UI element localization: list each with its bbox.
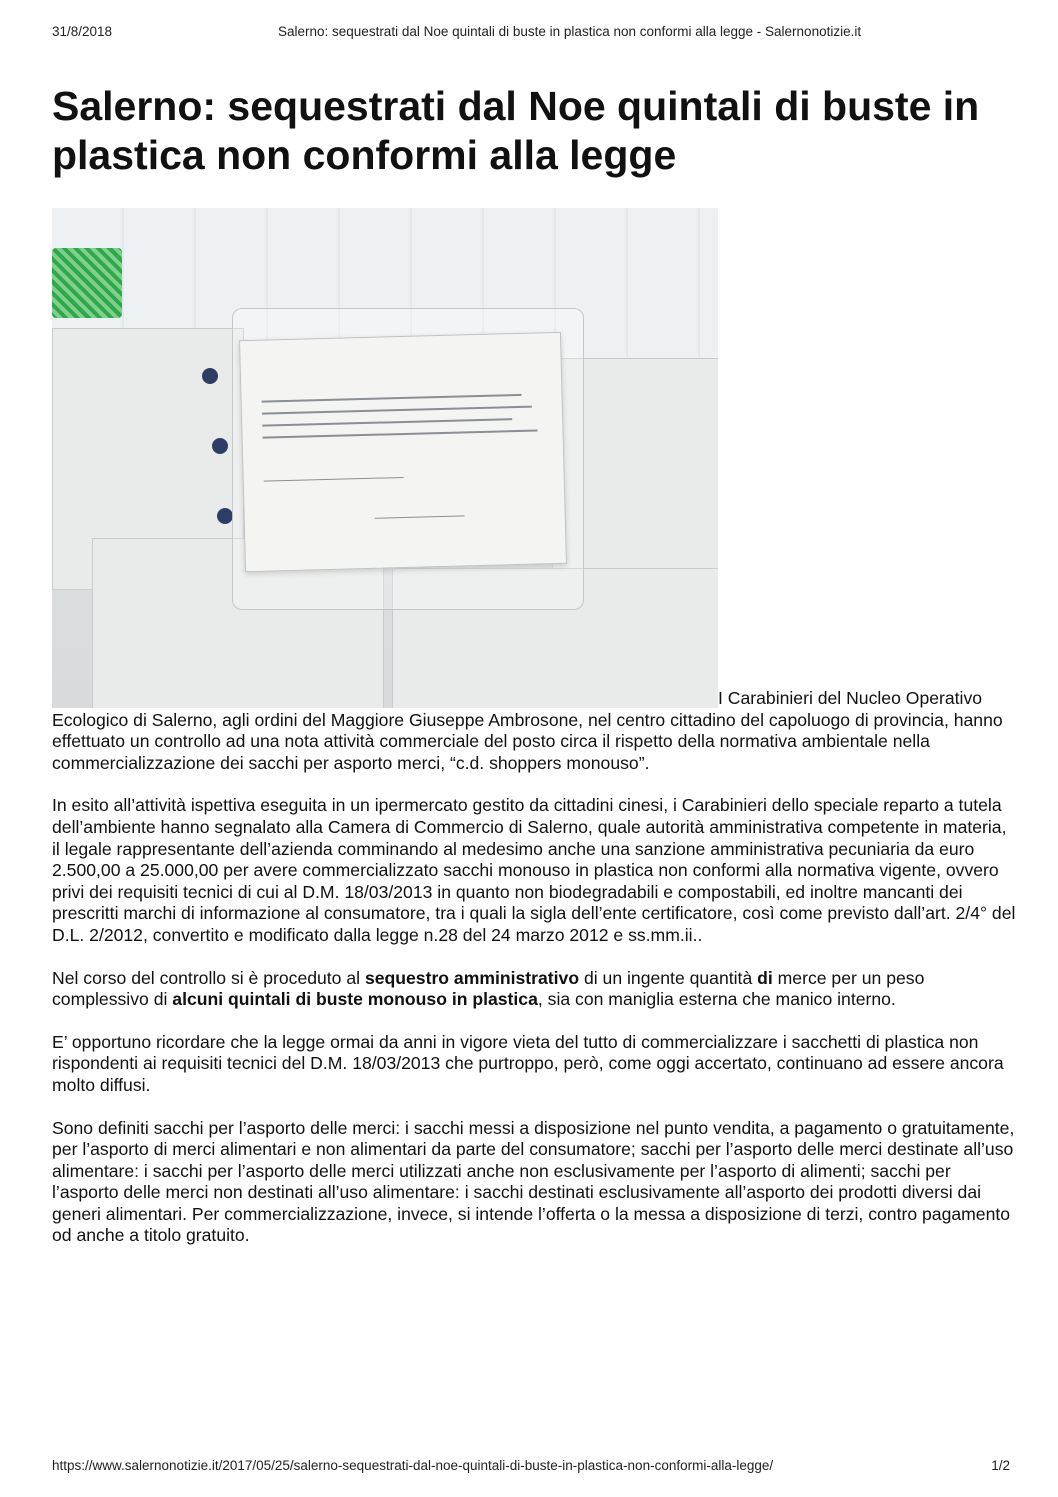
paragraph-1: I Carabinieri del Nucleo Operativo Ecologico di Salerno, agli ordini del Maggiore Giuseppe Ambrosone, nel centro cittadino del capoluogo di provincia, hanno effettuato un controllo ad una nota attività commerciale del posto circa il rispetto della normativa ambientale nella commercializzazione dei sacchi per asporto merci, “c.d. shoppers monouso”. [52, 688, 1003, 773]
page-number: 1/2 [991, 1458, 1010, 1473]
paragraph-3-text: , sia con maniglia esterna che manico interno. [537, 989, 896, 1010]
article-body [52, 208, 1017, 1268]
article-photo [52, 208, 718, 708]
print-date: 31/8/2018 [52, 24, 113, 39]
paragraph-3-text: di un ingente quantità [579, 967, 758, 988]
photo-box-dot [212, 438, 228, 454]
photo-seizure-notice [239, 332, 567, 572]
print-url: https://www.salernonotizie.it/2017/05/25/salerno-sequestrati-dal-noe-quintali-di-buste-in-plastica-non-conformi-alla-legge/ [52, 1458, 774, 1473]
paragraph-5: Sono definiti sacchi per l’asporto delle merci: i sacchi messi a disposizione nel punto vendita, a pagamento o gratuitamente, per l’asporto di merci alimentari e non alimentari da parte del consumatore; sacchi per l’asporto delle merci destinate all’uso alimentare: i sacchi per l’asporto delle merci utilizzati anche non esclusivamente per l’asporto di alimenti; sacchi per l’asporto delle merci non destinati all’uso alimentare: i sacchi destinati esclusivamente all’asporto dei prodotti diversi dai generi alimentari. Per commercializzazione, invece, si intende l’offerta o la messa a disposizione di terzi, contro pagamento od anche a titolo gratuito. [52, 1117, 1015, 1246]
paragraph-3-bold: sequestro amministrativo [364, 967, 580, 988]
paragraph-3-bold: alcuni quintali di buste monouso in plastica [172, 989, 538, 1010]
photo-green-basket [52, 248, 122, 318]
paragraph-3-bold: di [757, 967, 773, 988]
paragraph-3-text: Nel corso del controllo si è proceduto al [52, 967, 365, 988]
photo-box-dot [217, 508, 233, 524]
article-title: Salerno: sequestrati dal Noe quintali di buste in plastica non conformi alla legge [52, 83, 980, 178]
paragraph-2: In esito all’attività ispettiva eseguita in un ipermercato gestito da cittadini cinesi, i Carabinieri dello speciale reparto a tutela dell’ambiente hanno segnalato alla Camera di Commercio di Salerno, quale autorità amministrativa competente in materia, il legale rappresentante dell’azienda comminando al medesimo anche una sanzione amministrativa pecuniaria da euro 2.500,00 a 25.000,00 per avere commercializzato sacchi monouso in plastica non conformi alla normativa vigente, ovvero privi dei requisiti tecnici di cui al D.M. 18/03/2013 in quanto non biodegradabili e compostabili, ed inoltre mancanti dei prescritti marchi di informazione al consumatore, tra i quali la sigla dell’ente certificatore, così come previsto dall’art. 2/4° del D.L. 2/2012, convertito e modificato dalla legge n.28 del 24 marzo 2012 e ss.mm.ii.. [52, 795, 1016, 945]
paragraph-3 [52, 968, 1017, 1011]
paragraph-3-text: merce per un peso complessivo di [52, 967, 925, 1010]
photo-box-dot [202, 368, 218, 384]
print-page-title: Salerno: sequestrati dal Noe quintali di buste in plastica non conformi alla legge - Salernonotizie.it [278, 24, 862, 39]
paragraph-4: E’ opportuno ricordare che la legge ormai da anni in vigore vieta del tutto di commercializzare i sacchetti di plastica non rispondenti ai requisiti tecnici del D.M. 18/03/2013 che purtroppo, però, come oggi accertato, continuano ad essere ancora molto diffusi. [52, 1031, 1004, 1095]
